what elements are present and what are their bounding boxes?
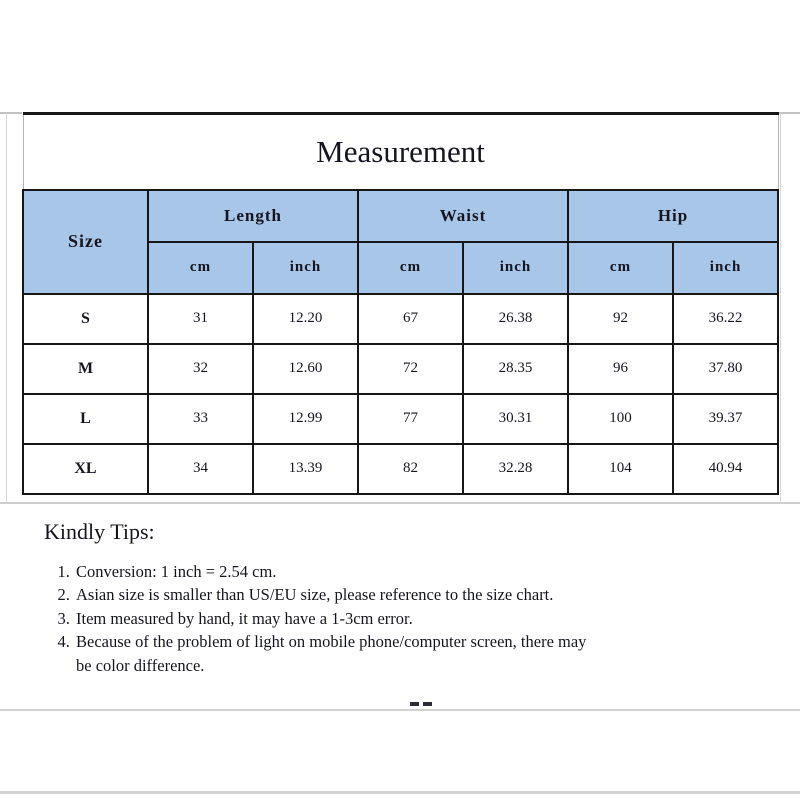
value-cell: 72 [358,344,463,394]
value-cell: 104 [568,444,673,494]
hip-group-header: Hip [568,190,778,242]
value-cell: 32 [148,344,253,394]
frame-left-line [6,113,7,503]
frame-right-line [780,113,781,503]
value-cell: 13.39 [253,444,358,494]
waist-group-header: Waist [358,190,568,242]
kindly-tips-section [0,519,660,677]
value-cell: 82 [358,444,463,494]
value-cell: 39.37 [673,394,778,444]
table-title-row [23,114,778,190]
size-cell: M [23,344,148,394]
size-column-header: Size [23,190,148,294]
frame-bottom-line [0,791,800,794]
value-cell: 28.35 [463,344,568,394]
value-cell: 67 [358,294,463,344]
tip-item: 1. Conversion: 1 inch = 2.54 cm. [74,560,606,583]
value-cell: 40.94 [673,444,778,494]
unit-header: inch [253,242,358,294]
unit-header: inch [463,242,568,294]
size-cell: S [23,294,148,344]
value-cell: 77 [358,394,463,444]
table-title: Measurement [23,114,778,190]
value-cell: 12.99 [253,394,358,444]
table-row [23,294,778,344]
table-row [23,344,778,394]
value-cell: 100 [568,394,673,444]
value-cell: 96 [568,344,673,394]
value-cell: 30.31 [463,394,568,444]
tips-list [0,560,606,677]
unit-header: cm [568,242,673,294]
value-cell: 92 [568,294,673,344]
section-separator-line [0,709,800,711]
size-cell: L [23,394,148,444]
separator-dash-icon [410,702,419,706]
unit-header: cm [358,242,463,294]
value-cell: 12.20 [253,294,358,344]
tip-item: 4. Because of the problem of light on mobile phone/computer screen, there may be color difference. [74,630,606,677]
value-cell: 37.80 [673,344,778,394]
value-cell: 33 [148,394,253,444]
length-group-header: Length [148,190,358,242]
value-cell: 12.60 [253,344,358,394]
tip-item: 2. Asian size is smaller than US/EU size, please reference to the size chart. [74,583,606,606]
value-cell: 34 [148,444,253,494]
size-cell: XL [23,444,148,494]
unit-header: inch [673,242,778,294]
tip-item: 3. Item measured by hand, it may have a 1-3cm error. [74,607,606,630]
table-bottom-faint-line [0,502,800,504]
value-cell: 32.28 [463,444,568,494]
unit-header: cm [148,242,253,294]
table-row [23,444,778,494]
value-cell: 31 [148,294,253,344]
table-group-header-row [23,190,778,242]
value-cell: 36.22 [673,294,778,344]
value-cell: 26.38 [463,294,568,344]
tips-heading: Kindly Tips: [44,519,155,544]
separator-dash-icon [423,702,432,706]
size-chart-table [22,112,779,495]
table-row [23,394,778,444]
